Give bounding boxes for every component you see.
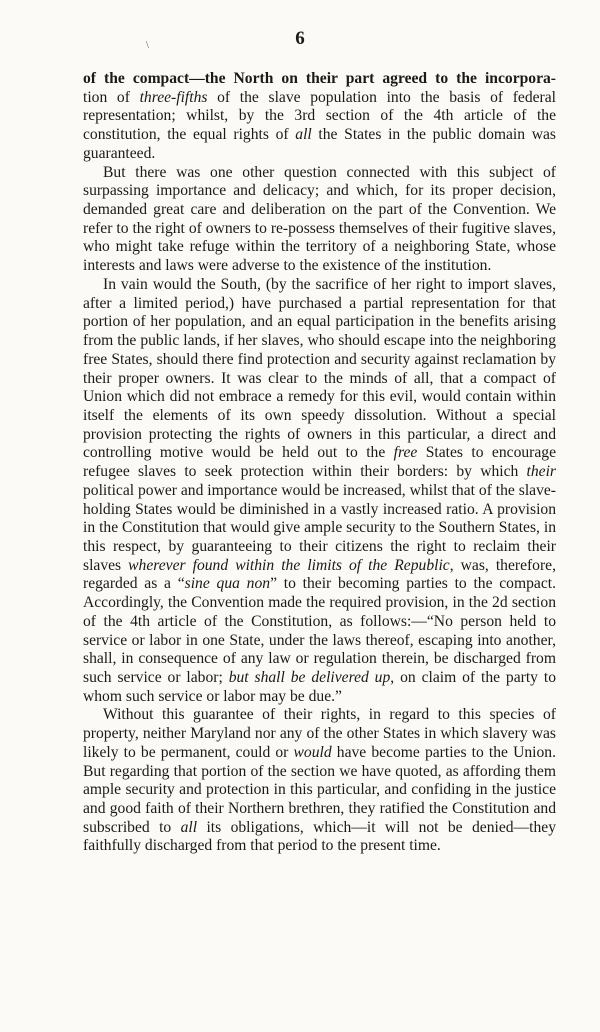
paragraph-3-segment-a: In vain would the South, (by the sacrifice of her right to import slaves, after a limited period,) have purchased a partial representation for that portion of her population, and an equal participation in the benefits arising from the public lands, if her slaves, who should escape into the neighboring free States, should there find protection and security against reclamation by their proper owners. It was clear to the minds of all, that a compact of Union which did not embrace a remedy for this evil, would contain within itself the elements of its own speedy dissolution. Without a special provision protecting the rights of owners in this particular, a direct and controlling motive would be held out to the [83, 275, 556, 462]
paragraph-4-segment-c: its obligations, which—it will not be denied—they faithfully discharged from that period to the present time. [83, 818, 556, 855]
emphasis-would: would [293, 743, 332, 761]
emphasis-all: all [295, 126, 312, 144]
stray-mark: \ [146, 40, 149, 51]
paragraph-3-segment-b: States to encourage refugee slaves to seek protection within their borders: by which [83, 444, 556, 481]
paragraph-1-opening-line: of the compact—the North on their part agreed to the incorpora- [83, 70, 556, 87]
paragraph-3-segment-d: , was, therefore, regarded as a “ [83, 556, 556, 593]
emphasis-free: free [393, 444, 418, 462]
emphasis-delivered-up: but shall be delivered up [228, 669, 391, 686]
paragraph-4 [83, 706, 556, 856]
paragraph-2: But there was one other question connected with this subject of surpassing importance and delicacy; and which, for its proper decision, demanded great care and deliberation on the part of the Convention. We refer to the right of owners to re-possess themselves of their fugitive slaves, who might take refuge within the territory of a neighboring State, whose interests and laws were adverse to the existence of the institution. [83, 163, 556, 275]
paragraph-4-segment-b: have become parties to the Union. But regarding that portion of the section we have quoted, as affording them ample security and protection in this particular, and confiding in the justice and good faith of their Northern brethren, they ratified the Constitution and subscribed to [83, 743, 556, 836]
paragraph-1-segment-a: tion of [83, 88, 140, 106]
paragraph-3 [83, 276, 556, 707]
body-text [83, 70, 556, 856]
paragraph-3-segment-f: , on claim of the party to whom such service or labor may be due.” [83, 669, 556, 705]
emphasis-their: their [526, 463, 556, 481]
emphasis-all-obligations: all [180, 818, 198, 836]
paragraph-3-segment-c: political power and importance would be increased, whilst that of the slave-holding States would be diminished in a vastly increased ratio. A provision in the Constitution that would give ample security to the Southern States, in this respect, by guaranteeing to their citizens the right to reclaim their slaves [83, 481, 556, 574]
emphasis-sine-qua-non: sine qua non [184, 575, 271, 593]
paragraph-3-segment-e: ” to their becoming parties to the compact. Accordingly, the Convention made the required provision, in the 2d section of the 4th article of the Constitution, as follows:—“No person held to service or labor in one State, under the laws thereof, escaping into another, shall, in consequence of any law or regulation therein, be discharged from such service or labor; [83, 575, 556, 686]
paragraph-1-segment-b: of the slave population into the basis of federal representation; whilst, by the 3rd section of the 4th article of the constitution, the equal rights of [83, 88, 557, 144]
emphasis-three-fifths: three-fifths [139, 88, 208, 106]
paragraph-4-segment-a: Without this guarantee of their rights, in regard to this species of property, neither Maryland nor any of the other States in which slavery was likely to be permanent, could or [83, 706, 556, 761]
paragraph-1 [83, 70, 556, 164]
paragraph-1-segment-c: the States in the public domain was guaranteed. [83, 126, 556, 162]
page-number: 6 [295, 28, 305, 49]
emphasis-wherever-found: wherever found within the limits of the Republic [128, 556, 450, 574]
